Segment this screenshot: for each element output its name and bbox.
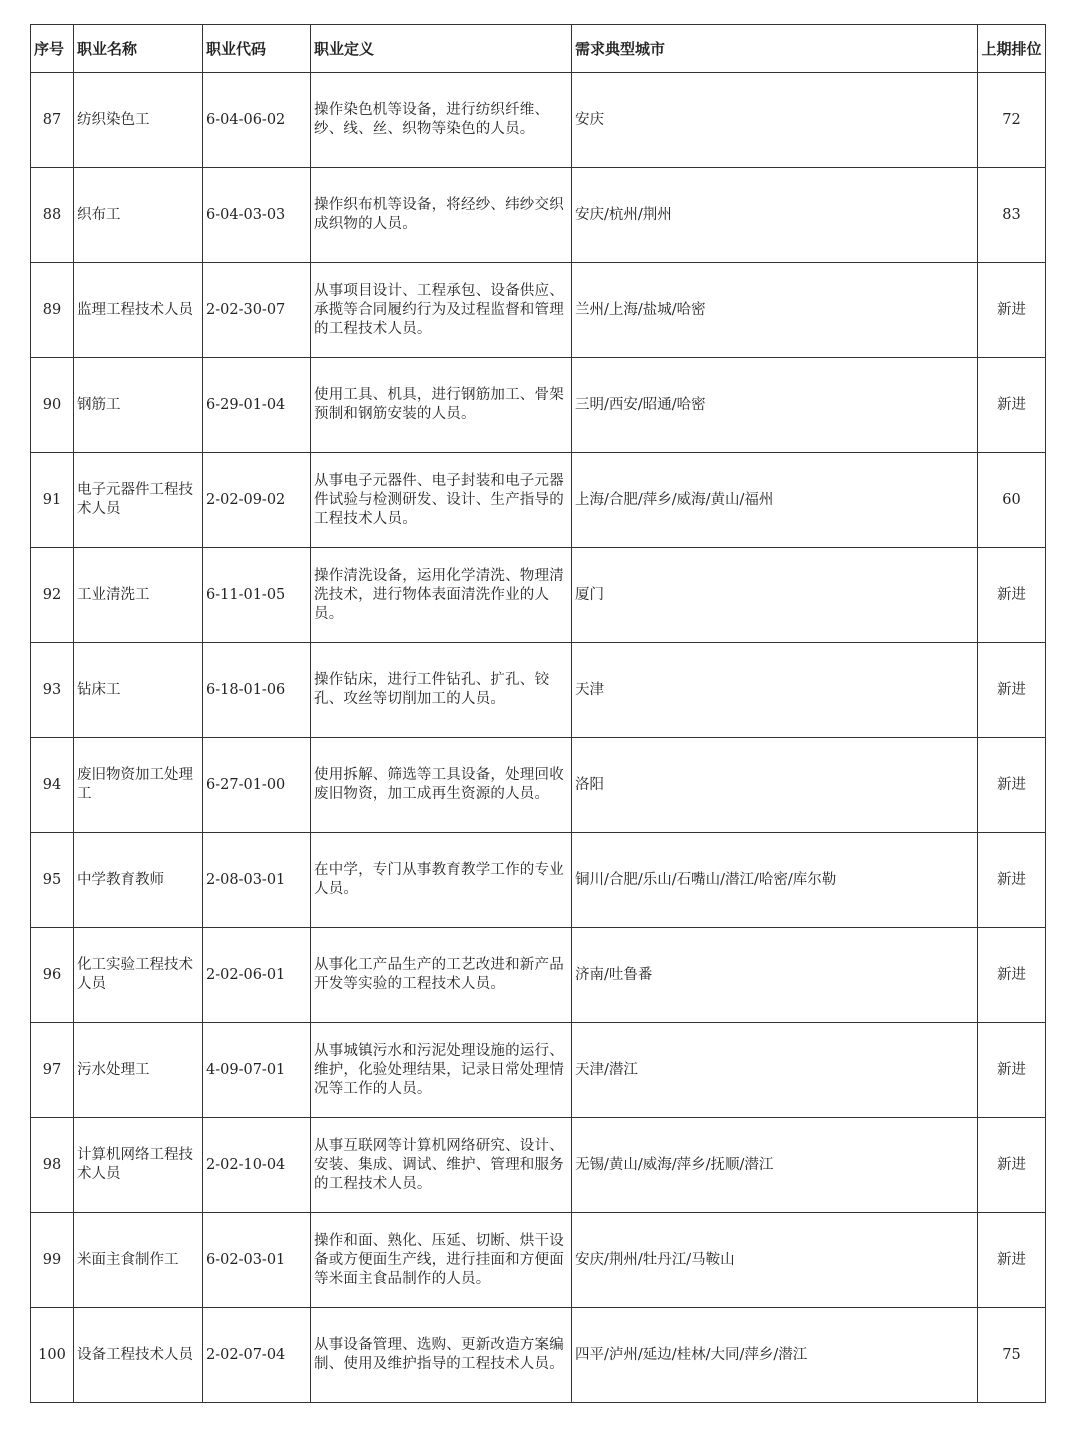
cell-code: 2-08-03-01 [203,833,311,928]
cell-cities: 安庆/荆州/牡丹江/马鞍山 [572,1213,978,1308]
cell-name: 废旧物资加工处理工 [74,738,203,833]
cell-definition: 在中学，专门从事教育教学工作的专业人员。 [311,833,572,928]
cell-name: 电子元器件工程技术人员 [74,453,203,548]
cell-name: 设备工程技术人员 [74,1308,203,1403]
cell-prev-rank: 新进 [978,548,1046,643]
occupation-table [30,24,1046,1403]
cell-code: 6-04-06-02 [203,73,311,168]
cell-no: 99 [31,1213,74,1308]
table-row [31,738,1046,833]
cell-definition: 从事项目设计、工程承包、设备供应、承揽等合同履约行为及过程监督和管理的工程技术人员。 [311,263,572,358]
cell-prev-rank: 72 [978,73,1046,168]
cell-cities: 四平/泸州/延边/桂林/大同/萍乡/潜江 [572,1308,978,1403]
cell-name: 监理工程技术人员 [74,263,203,358]
cell-definition: 从事化工产品生产的工艺改进和新产品开发等实验的工程技术人员。 [311,928,572,1023]
cell-cities: 天津/潜江 [572,1023,978,1118]
cell-no: 91 [31,453,74,548]
header-definition: 职业定义 [311,25,572,73]
cell-name: 中学教育教师 [74,833,203,928]
table-header-row [31,25,1046,73]
cell-name: 计算机网络工程技术人员 [74,1118,203,1213]
table-row [31,1023,1046,1118]
cell-definition: 操作清洗设备，运用化学清洗、物理清洗技术，进行物体表面清洗作业的人员。 [311,548,572,643]
cell-prev-rank: 新进 [978,833,1046,928]
cell-prev-rank: 60 [978,453,1046,548]
cell-no: 89 [31,263,74,358]
cell-prev-rank: 新进 [978,358,1046,453]
table-row [31,453,1046,548]
cell-code: 6-04-03-03 [203,168,311,263]
cell-definition: 操作钻床，进行工件钻孔、扩孔、铰孔、攻丝等切削加工的人员。 [311,643,572,738]
table-row [31,168,1046,263]
cell-definition: 从事设备管理、选购、更新改造方案编制、使用及维护指导的工程技术人员。 [311,1308,572,1403]
header-no: 序号 [31,25,74,73]
cell-name: 化工实验工程技术人员 [74,928,203,1023]
cell-no: 97 [31,1023,74,1118]
cell-definition: 从事电子元器件、电子封装和电子元器件试验与检测研发、设计、生产指导的工程技术人员。 [311,453,572,548]
cell-name: 织布工 [74,168,203,263]
cell-code: 2-02-07-04 [203,1308,311,1403]
table-row [31,548,1046,643]
cell-prev-rank: 新进 [978,1213,1046,1308]
cell-code: 2-02-09-02 [203,453,311,548]
cell-code: 6-27-01-00 [203,738,311,833]
cell-no: 88 [31,168,74,263]
cell-no: 95 [31,833,74,928]
cell-prev-rank: 新进 [978,1118,1046,1213]
cell-code: 2-02-10-04 [203,1118,311,1213]
cell-definition: 使用拆解、筛选等工具设备，处理回收废旧物资，加工成再生资源的人员。 [311,738,572,833]
cell-no: 92 [31,548,74,643]
cell-name: 米面主食制作工 [74,1213,203,1308]
cell-definition: 使用工具、机具，进行钢筋加工、骨架预制和钢筋安装的人员。 [311,358,572,453]
cell-definition: 操作染色机等设备，进行纺织纤维、纱、线、丝、织物等染色的人员。 [311,73,572,168]
cell-name: 工业清洗工 [74,548,203,643]
table-row [31,643,1046,738]
cell-name: 污水处理工 [74,1023,203,1118]
cell-definition: 操作和面、熟化、压延、切断、烘干设备或方便面生产线，进行挂面和方便面等米面主食品制作的人员。 [311,1213,572,1308]
cell-prev-rank: 83 [978,168,1046,263]
header-name: 职业名称 [74,25,203,73]
cell-name: 钢筋工 [74,358,203,453]
cell-cities: 洛阳 [572,738,978,833]
cell-no: 98 [31,1118,74,1213]
cell-code: 2-02-06-01 [203,928,311,1023]
cell-name: 纺织染色工 [74,73,203,168]
table-row [31,1213,1046,1308]
cell-prev-rank: 新进 [978,738,1046,833]
header-code: 职业代码 [203,25,311,73]
cell-cities: 济南/吐鲁番 [572,928,978,1023]
cell-prev-rank: 新进 [978,643,1046,738]
cell-no: 94 [31,738,74,833]
cell-prev-rank: 新进 [978,263,1046,358]
cell-code: 6-02-03-01 [203,1213,311,1308]
cell-cities: 铜川/合肥/乐山/石嘴山/潜江/哈密/库尔勒 [572,833,978,928]
cell-no: 96 [31,928,74,1023]
table-row [31,358,1046,453]
cell-cities: 安庆/杭州/荆州 [572,168,978,263]
table-row [31,1118,1046,1213]
cell-name: 钻床工 [74,643,203,738]
cell-code: 6-11-01-05 [203,548,311,643]
cell-code: 2-02-30-07 [203,263,311,358]
cell-no: 100 [31,1308,74,1403]
header-cities: 需求典型城市 [572,25,978,73]
table-row [31,833,1046,928]
cell-definition: 操作织布机等设备，将经纱、纬纱交织成织物的人员。 [311,168,572,263]
cell-prev-rank: 75 [978,1308,1046,1403]
cell-cities: 兰州/上海/盐城/哈密 [572,263,978,358]
cell-no: 93 [31,643,74,738]
table-row [31,263,1046,358]
cell-code: 6-29-01-04 [203,358,311,453]
cell-cities: 上海/合肥/萍乡/威海/黄山/福州 [572,453,978,548]
cell-cities: 天津 [572,643,978,738]
cell-definition: 从事城镇污水和污泥处理设施的运行、维护，化验处理结果，记录日常处理情况等工作的人员。 [311,1023,572,1118]
cell-code: 6-18-01-06 [203,643,311,738]
cell-definition: 从事互联网等计算机网络研究、设计、安装、集成、调试、维护、管理和服务的工程技术人员。 [311,1118,572,1213]
header-prev-rank: 上期排位 [978,25,1046,73]
cell-code: 4-09-07-01 [203,1023,311,1118]
cell-prev-rank: 新进 [978,1023,1046,1118]
cell-prev-rank: 新进 [978,928,1046,1023]
table-row [31,928,1046,1023]
cell-cities: 安庆 [572,73,978,168]
table-row [31,73,1046,168]
cell-cities: 无锡/黄山/威海/萍乡/抚顺/潜江 [572,1118,978,1213]
table-row [31,1308,1046,1403]
cell-cities: 三明/西安/昭通/哈密 [572,358,978,453]
cell-cities: 厦门 [572,548,978,643]
cell-no: 87 [31,73,74,168]
cell-no: 90 [31,358,74,453]
